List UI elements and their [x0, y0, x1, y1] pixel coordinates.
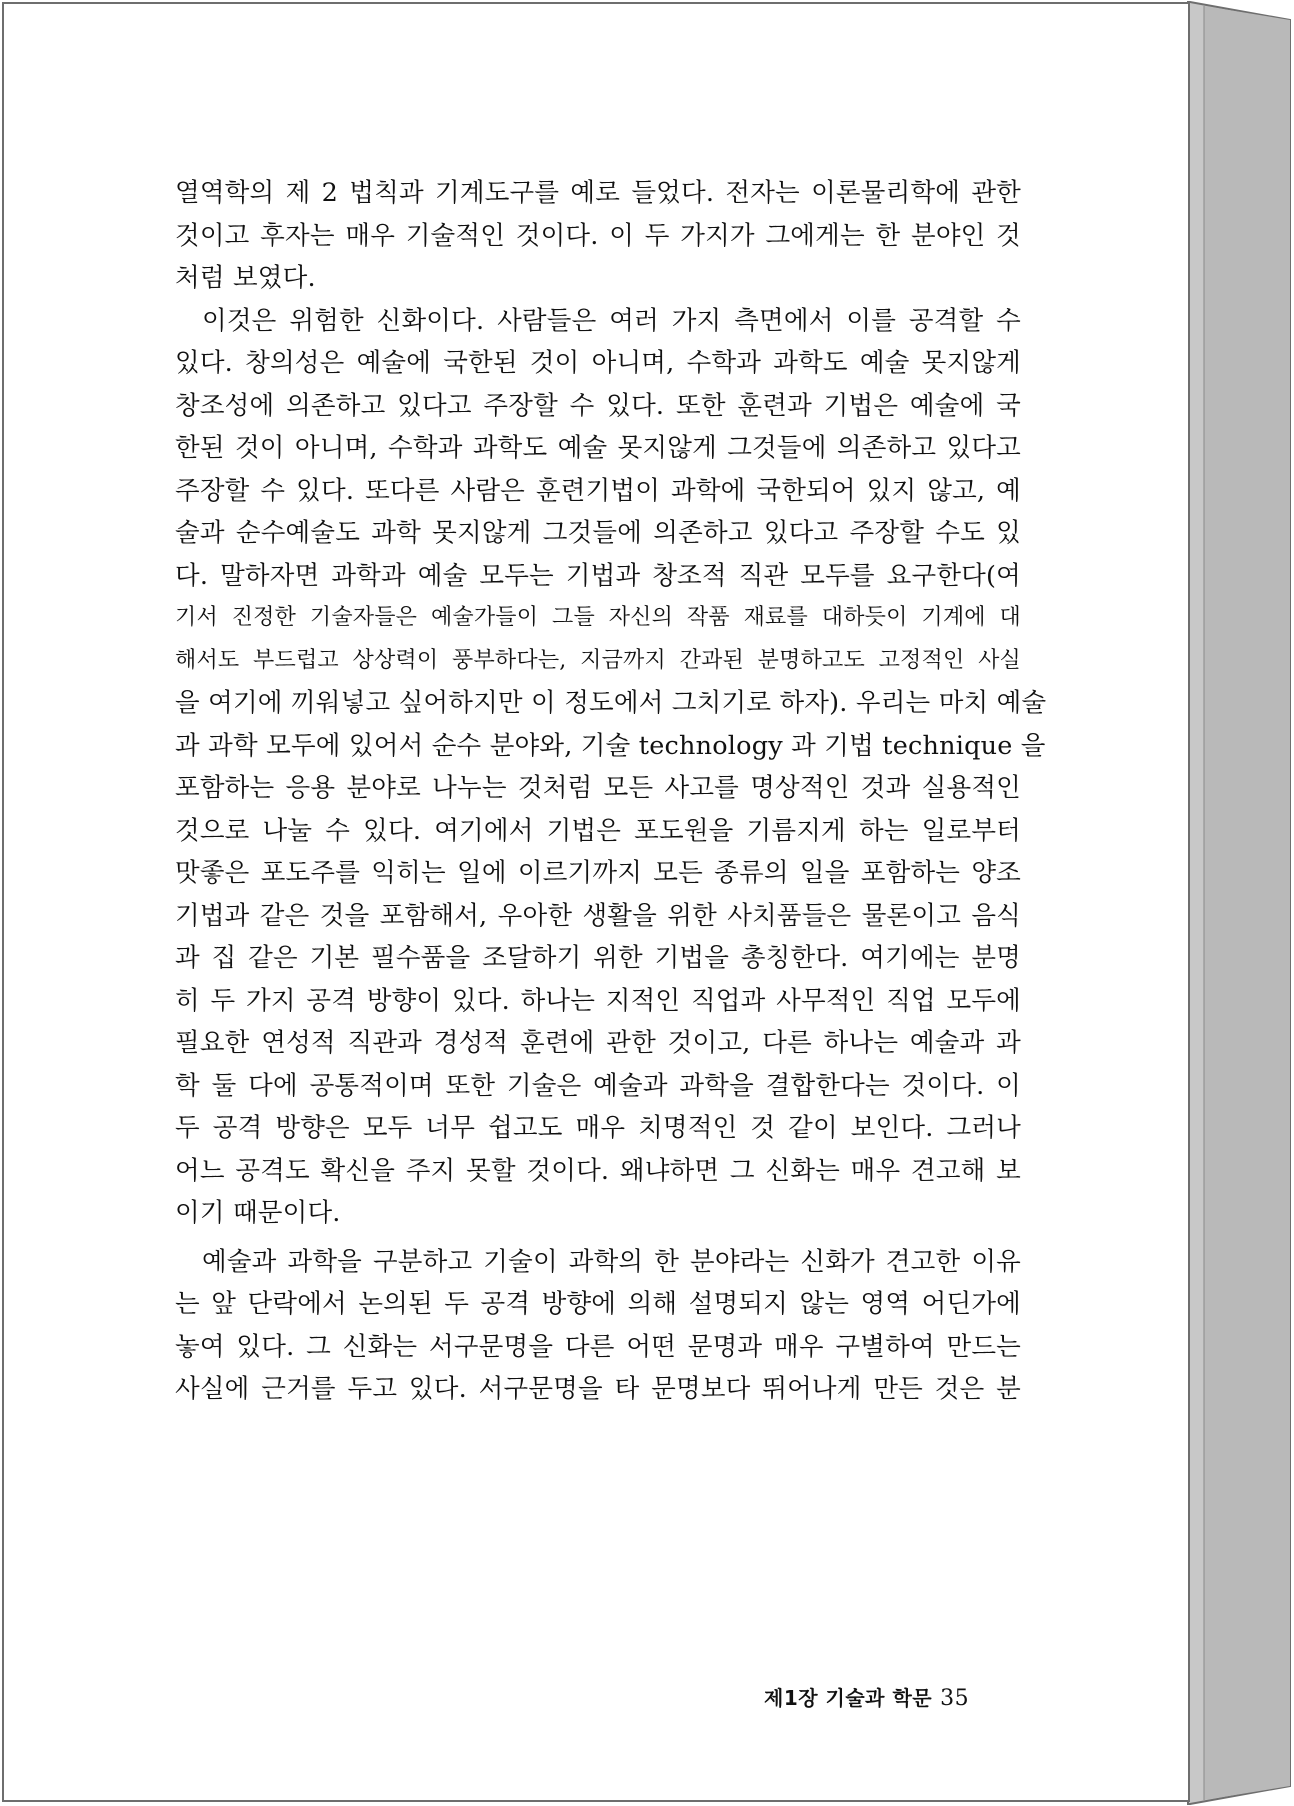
text-line: 한된 것이 아니며, 수학과 과학도 예술 못지않게 그것들에 의존하고 있다고 [175, 433, 1021, 463]
text-line: 있다. 창의성은 예술에 국한된 것이 아니며, 수학과 과학도 예술 못지않게 [175, 348, 1021, 378]
text-line: 다. 말하자면 과학과 예술 모두는 기법과 창조적 직관 모두를 요구한다(여 [175, 560, 1021, 591]
text-line: 열역학의 제 2 법칙과 기계도구를 예로 들었다. 전자는 이론물리학에 관한 [175, 178, 1021, 208]
text-line: 기법과 같은 것을 포함해서, 우아한 생활을 위한 사치품들은 물론이고 음식 [175, 900, 1021, 931]
text-line: 해서도 부드럽고 상상력이 풍부하다는, 지금까지 간과된 분명하고도 고정적인 사실 [175, 647, 1021, 673]
text-line: 학 둘 다에 공통적이며 또한 기술은 예술과 과학을 결합한다는 것이다. 이 [175, 1070, 1021, 1101]
text-line: 맛좋은 포도주를 익히는 일에 이르기까지 모든 종류의 일을 포함하는 양조 [175, 858, 1021, 888]
running-footer [764, 1682, 969, 1711]
text-line: 을 여기에 끼워넣고 싶어하지만 이 정도에서 그치기로 하자). 우리는 마치 예술 [175, 688, 1047, 718]
text-line: 두 공격 방향은 모두 너무 쉽고도 매우 치명적인 것 같이 보인다. 그러나 [175, 1113, 1021, 1143]
text-line: 이기 때문이다. [175, 1198, 341, 1228]
chapter-title: 제1장 기술과 학문 [764, 1686, 933, 1710]
page-number: 35 [940, 1686, 970, 1711]
text-line: 술과 순수예술도 과학 못지않게 그것들에 의존하고 있다고 주장할 수도 있 [175, 518, 1021, 548]
text-line: 이것은 위험한 신화이다. 사람들은 여러 가지 측면에서 이를 공격할 수 [202, 305, 1021, 336]
text-line: 것으로 나눌 수 있다. 여기에서 기법은 포도원을 기름지게 하는 일로부터 [175, 815, 1021, 846]
text-line: 놓여 있다. 그 신화는 서구문명을 다른 어떤 문명과 매우 구별하여 만드는 [175, 1331, 1021, 1362]
text-line: 포함하는 응용 분야로 나누는 것처럼 모든 사고를 명상적인 것과 실용적인 [175, 773, 1021, 803]
text-line: 주장할 수 있다. 또다른 사람은 훈련기법이 과학에 국한되어 있지 않고, 예 [175, 475, 1021, 506]
text-line: 과 과학 모두에 있어서 순수 분야와, 기술 technology 과 기법 technique 을 [175, 730, 1046, 761]
text-line: 필요한 연성적 직관과 경성적 훈련에 관한 것이고, 다른 하나는 예술과 과 [175, 1028, 1021, 1058]
text-line: 기서 진정한 기술자들은 예술가들이 그들 자신의 작품 재료를 대하듯이 기계에 대 [175, 605, 1021, 630]
text-line: 어느 공격도 확신을 주지 못할 것이다. 왜냐하면 그 신화는 매우 견고해 보 [175, 1155, 1021, 1186]
text-line: 예술과 과학을 구분하고 기술이 과학의 한 분야라는 신화가 견고한 이유 [202, 1246, 1021, 1277]
text-line: 는 앞 단락에서 논의된 두 공격 방향에 의해 설명되지 않는 영역 어딘가에 [175, 1289, 1021, 1319]
text-line: 사실에 근거를 두고 있다. 서구문명을 타 문명보다 뛰어나게 만든 것은 분 [175, 1374, 1021, 1404]
page-body [175, 172, 1047, 1411]
text-line: 과 집 같은 기본 필수품을 조달하기 위한 기법을 총칭한다. 여기에는 분명 [175, 943, 1021, 973]
text-line: 것이고 후자는 매우 기술적인 것이다. 이 두 가지가 그에게는 한 분야인 것 [175, 220, 1021, 251]
text-line: 히 두 가지 공격 방향이 있다. 하나는 지적인 직업과 사무적인 직업 모두에 [175, 985, 1021, 1016]
book-page [2, 2, 1190, 1802]
text-line: 창조성에 의존하고 있다고 주장할 수 있다. 또한 훈련과 기법은 예술에 국 [175, 390, 1021, 421]
text-line: 처럼 보였다. [175, 263, 316, 293]
